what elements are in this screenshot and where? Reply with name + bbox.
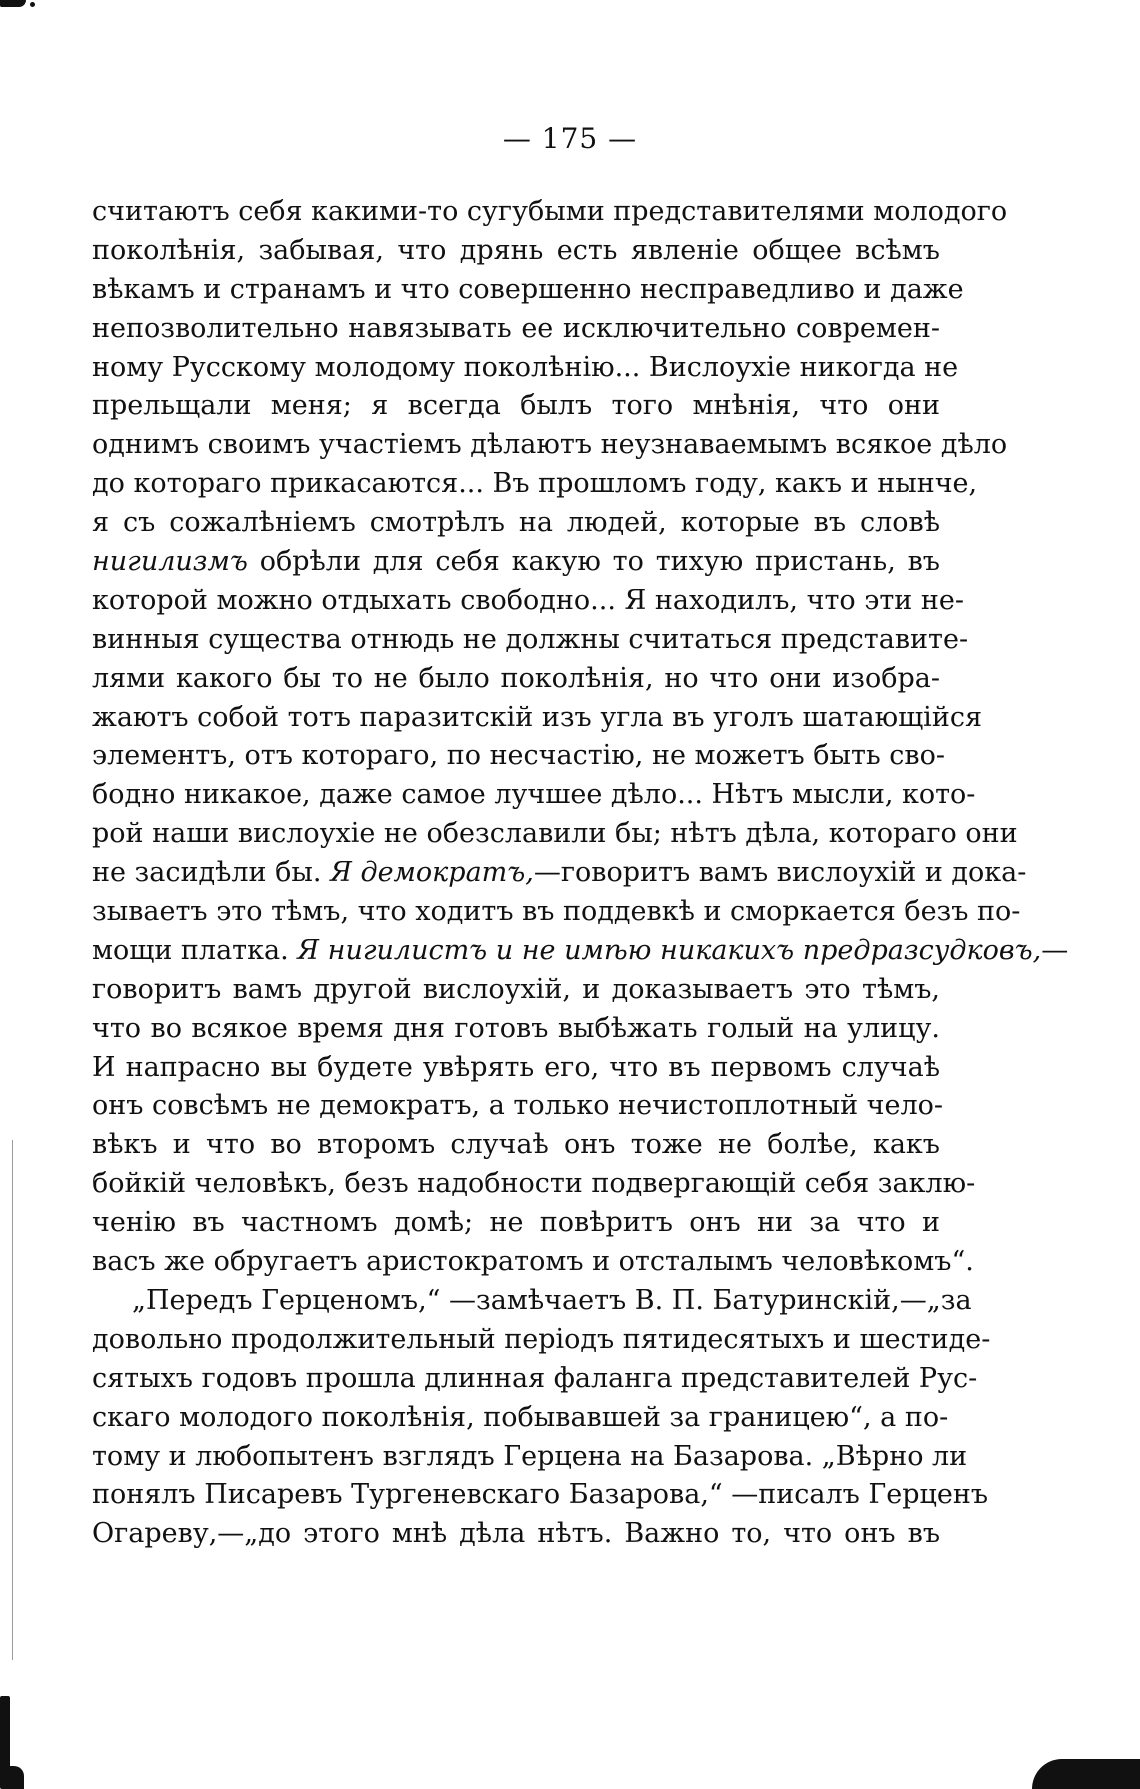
text-fragment: — <box>1041 934 1069 966</box>
text-line: понялъ Писаревъ Тургеневскаго Базарова,“ —писалъ Герценъ <box>92 1479 989 1511</box>
text-line: однимъ своимъ участіемъ дѣлаютъ неузнаваемымъ всякое дѣло <box>92 429 1008 461</box>
text-line <box>92 543 940 582</box>
italic-quote: Я нигилистъ и не имѣю никакихъ предразсудковъ, <box>297 934 1042 966</box>
scan-artifact <box>1032 1759 1140 1789</box>
text-line: рой наши вислоухіе не обезславили бы; нѣтъ дѣла, котораго они <box>92 818 1018 850</box>
scan-edge-line <box>12 1140 13 1660</box>
text-line: я съ сожалѣніемъ смотрѣлъ на людей, которые въ словѣ <box>92 507 940 539</box>
text-line: лями какого бы то не было поколѣнія, но что они изобра- <box>92 662 940 694</box>
text-fragment: —говоритъ вамъ вислоухій и дока- <box>533 857 1027 889</box>
text-line <box>92 932 1069 971</box>
text-line: ченію въ частномъ домѣ; не повѣритъ онъ ни за что и <box>92 1207 940 1239</box>
italic-quote: Я демократъ, <box>330 857 534 889</box>
text-line: вѣкъ и что во второмъ случаѣ онъ тоже не болѣе, какъ <box>92 1129 940 1161</box>
text-line: сятыхъ годовъ прошла длинная фаланга представителей Рус- <box>92 1362 978 1394</box>
text-line: вѣкамъ и странамъ и что совершенно несправедливо и даже <box>92 273 964 305</box>
scan-artifact <box>30 2 35 7</box>
scan-artifact <box>2 1766 24 1789</box>
text-line: бойкій человѣкъ, безъ надобности подвергающій себя заклю- <box>92 1168 976 1200</box>
text-line: Огареву,—„до этого мнѣ дѣла нѣтъ. Важно то, что онъ въ <box>92 1518 940 1550</box>
text-line: И напрасно вы будете увѣрять его, что въ первомъ случаѣ <box>92 1051 940 1083</box>
page-number: — 175 — <box>502 122 638 155</box>
italic-term: нигилизмъ <box>92 546 248 578</box>
text-line: которой можно отдыхать свободно... Я находилъ, что эти не- <box>92 584 964 616</box>
text-line: что во всякое время дня готовъ выбѣжать голый на улицу. <box>92 1012 940 1044</box>
text-line: тому и любопытенъ взглядъ Герцена на Базарова. „Вѣрно ли <box>92 1440 968 1472</box>
text-line: довольно продолжительный періодъ пятидесятыхъ и шестиде- <box>92 1323 991 1355</box>
text-line: ному Русскому молодому поколѣнію... Вислоухіе никогда не <box>92 351 959 383</box>
text-line: непозволительно навязывать ее исключительно современ- <box>92 312 940 344</box>
text-line: зываетъ это тѣмъ, что ходитъ въ поддевкѣ и сморкается безъ по- <box>92 896 1021 928</box>
scan-artifact <box>0 0 26 7</box>
text-line: говоритъ вамъ другой вислоухій, и доказываетъ это тѣмъ, <box>92 973 940 1005</box>
text-line: винныя существа отнюдь не должны считаться представите- <box>92 623 969 655</box>
text-line: скаго молодого поколѣнія, побывавшей за границею“, а по- <box>92 1401 949 1433</box>
page-text <box>92 193 1069 1554</box>
text-line: жаютъ собой тотъ паразитскій изъ угла въ уголъ шатающійся <box>92 701 982 733</box>
text-fragment: обрѣли для себя какую то тихую пристань, въ <box>259 546 940 578</box>
text-line: считаютъ себя какими-то сугубыми представителями молодого <box>92 196 1008 227</box>
text-fragment: не засидѣли бы. <box>92 857 322 889</box>
text-line: „Передъ Герценомъ,“ —замѣчаетъ В. П. Батуринскій,—„за <box>132 1284 972 1316</box>
text-line: до котораго прикасаются... Въ прошломъ году, какъ и нынче, <box>92 468 978 500</box>
text-line: поколѣнія, забывая, что дрянь есть явленіе общее всѣмъ <box>92 234 940 266</box>
text-fragment: мощи платка. <box>92 934 289 966</box>
text-line: элементъ, отъ котораго, по несчастію, не можетъ быть сво- <box>92 740 945 772</box>
text-line <box>92 854 1027 893</box>
text-line: прельщали меня; я всегда былъ того мнѣнія, что они <box>92 390 940 422</box>
text-line: онъ совсѣмъ не демократъ, а только нечистоплотный чело- <box>92 1090 944 1122</box>
text-line: васъ же обругаетъ аристократомъ и отсталымъ человѣкомъ“. <box>92 1246 974 1278</box>
text-line: бодно никакое, даже самое лучшее дѣло... Нѣтъ мысли, кото- <box>92 779 976 811</box>
